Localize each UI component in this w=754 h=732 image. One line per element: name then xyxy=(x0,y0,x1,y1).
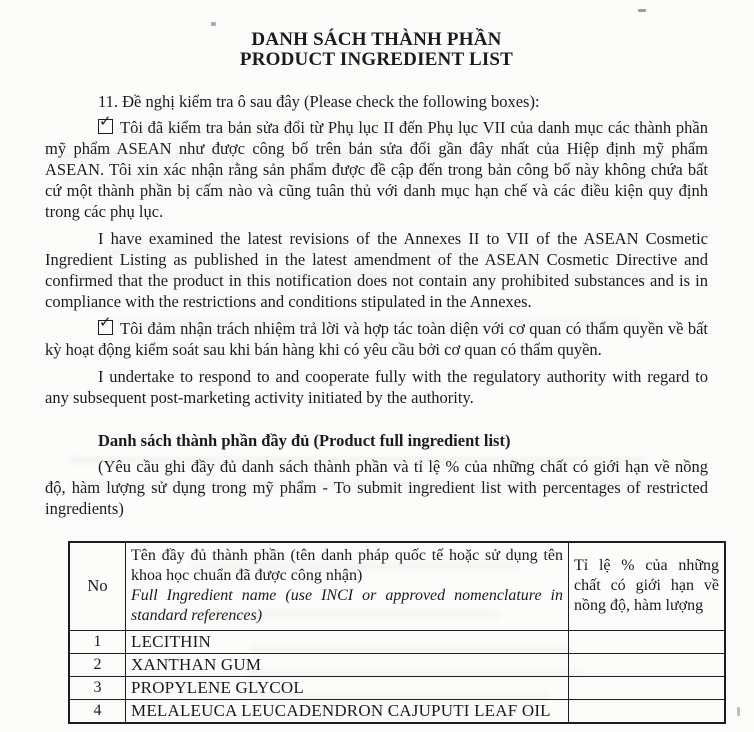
ingredient-no-cell: 2 xyxy=(69,653,126,676)
ingredient-percent-cell xyxy=(569,699,726,723)
column-header-percentage xyxy=(569,542,726,630)
document-title xyxy=(45,30,708,70)
column-header-ingredient-name xyxy=(126,542,569,630)
scan-speck xyxy=(638,9,646,12)
title-english: PRODUCT INGREDIENT LIST xyxy=(239,49,514,70)
declaration-vi-2 xyxy=(45,313,708,360)
title-vietnamese: DANH SÁCH THÀNH PHẦN xyxy=(251,29,502,50)
ingredient-row xyxy=(69,653,725,676)
scan-speck xyxy=(737,707,740,716)
declaration-vi-1 xyxy=(45,112,708,222)
ingredient-row xyxy=(69,630,725,653)
ingredient-no-cell: 3 xyxy=(69,676,126,699)
ingredient-percent-cell xyxy=(569,630,726,653)
declaration-text: Tôi đã kiểm tra bản sửa đổi từ Phụ lục II đến Phụ lục VII của danh mục các thành phần mỹ phẩm ASEAN như được công bố trên bản sửa đổi gần đây nhất của Hiệp định mỹ phẩm ASEAN. Tôi xin xác nhận rằng sản phẩm được đề cập đến trong bản công bố này không chứa bất cứ một thành phần bị cấm nào và cũng tuân thủ với danh mục hạn chế và các điều kiện quy định trong các phụ lục. xyxy=(45,118,708,221)
ingredient-name-cell: LECITHIN xyxy=(126,630,569,653)
table-header-row xyxy=(69,542,725,630)
section-note: (Yêu cầu ghi đầy đủ danh sách thành phần và tỉ lệ % của những chất có giới hạn về nồng độ, hàm lượng sử dụng trong mỹ phẩm - To submit ingredient list with percentages of restricted ingredients) xyxy=(45,457,708,518)
declaration-text: Tôi đảm nhận trách nhiệm trả lời và hợp tác toàn diện với cơ quan có thẩm quyền về bất kỳ hoạt động kiểm soát sau khi bán hàng khi có yêu cầu bởi cơ quan có thẩm quyền. xyxy=(45,319,708,359)
checkmark-glyph: ✓ xyxy=(99,112,112,130)
section-heading-full-ingredient-list: Danh sách thành phần đầy đủ (Product full ingredient list) xyxy=(98,431,511,450)
column-header-no: No xyxy=(69,542,126,630)
ingredient-table xyxy=(68,541,726,724)
checkbox-checked-icon xyxy=(98,313,113,335)
declaration-en-2 xyxy=(45,366,708,408)
ingredient-row xyxy=(69,699,725,723)
ingredient-name-cell: PROPYLENE GLYCOL xyxy=(126,676,569,699)
ingredient-percent-cell xyxy=(569,653,726,676)
column-header-name-vietnamese: Tên đầy đủ thành phần (tên danh pháp quốc tế hoặc sử dụng tên khoa học chuẩn đã được công nhận) xyxy=(131,547,563,585)
scan-speck xyxy=(211,22,216,26)
ingredient-name-cell: XANTHAN GUM xyxy=(126,653,569,676)
ingredient-no-cell: 1 xyxy=(69,630,126,653)
declaration-en-1 xyxy=(45,228,708,312)
ingredient-row xyxy=(69,676,725,699)
declaration-text: I undertake to respond to and cooperate fully with the regulatory authority with regard to any subsequent post-marketing activity initiated by the authority. xyxy=(45,367,708,407)
column-header-name-english: Full Ingredient name (use INCI or approved nomenclature in standard references) xyxy=(131,587,563,625)
checkbox-checked-icon xyxy=(98,112,113,134)
instruction-line-11: 11. Đề nghị kiểm tra ô sau đây (Please check the following boxes): xyxy=(98,92,540,111)
ingredient-name-cell: MELALEUCA LEUCADENDRON CAJUPUTI LEAF OIL xyxy=(126,699,569,723)
declaration-text: I have examined the latest revisions of the Annexes II to VII of the ASEAN Cosmetic Ingredient Listing as published in the latest amendment of the ASEAN Cosmetic Directive and confirmed that the product in this notification does not contain any prohibited substances and is in compliance with the restrictions and conditions stipulated in the Annexes. xyxy=(45,229,708,311)
checkmark-glyph: ✓ xyxy=(99,313,112,331)
column-header-percentage-text: Tỉ lệ % của những chất có giới hạn về nồng độ, hàm lượng xyxy=(574,557,719,615)
ingredient-percent-cell xyxy=(569,676,726,699)
ingredient-no-cell: 4 xyxy=(69,699,126,723)
